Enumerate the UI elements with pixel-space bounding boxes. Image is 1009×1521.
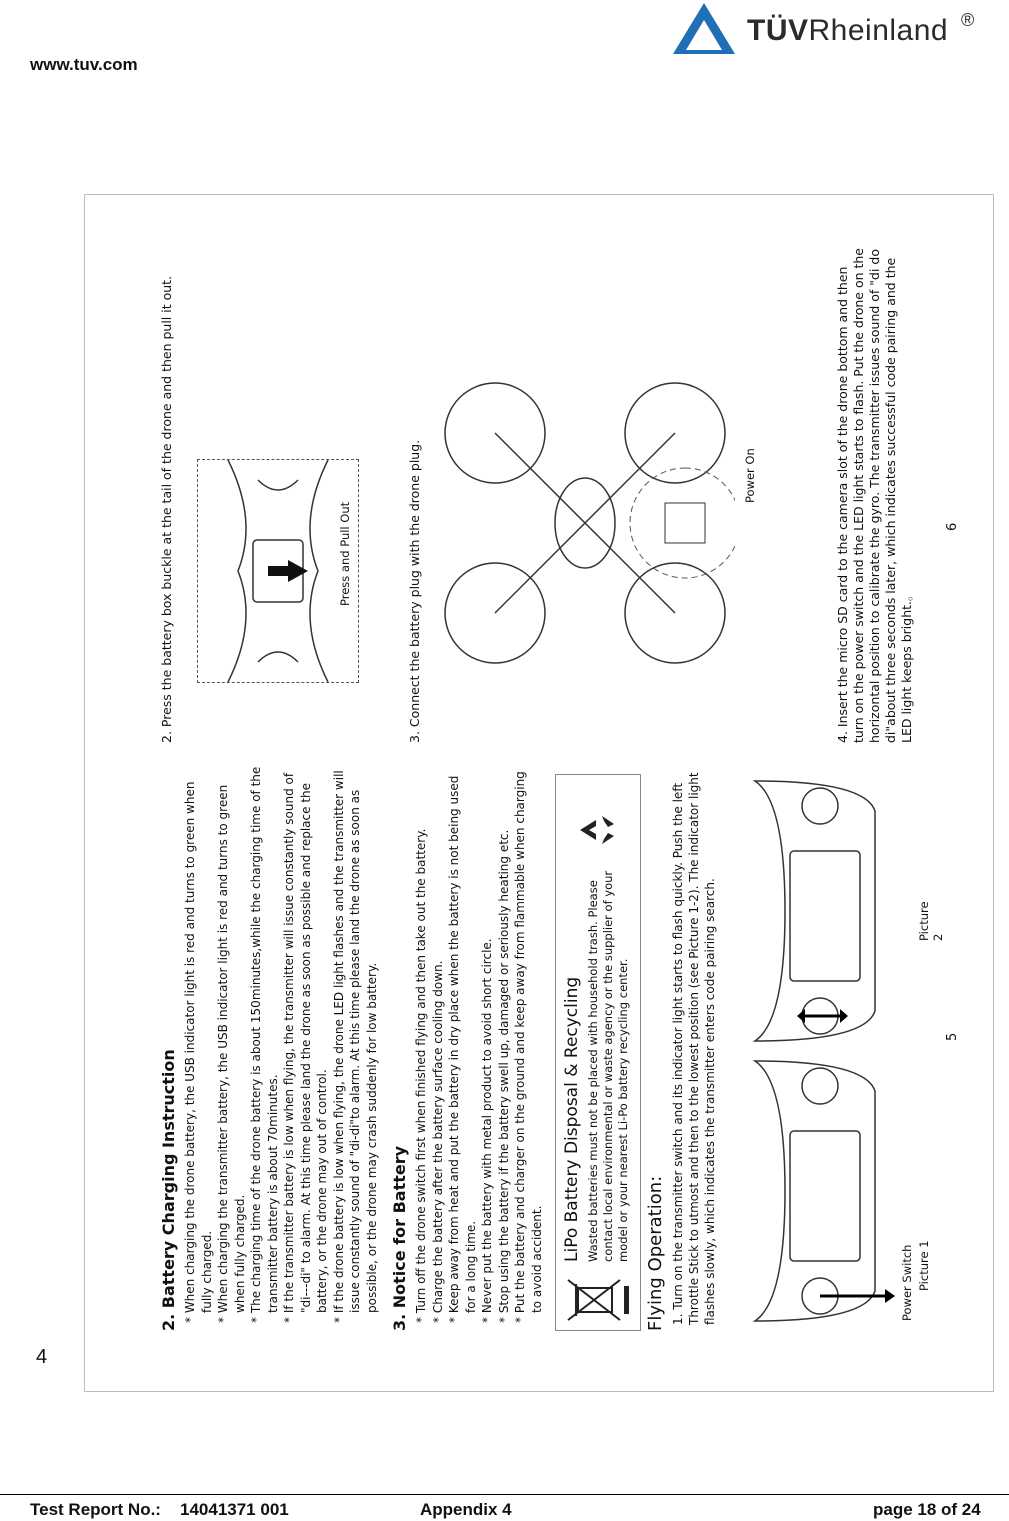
- lipo-disposal-box: [555, 774, 641, 1331]
- lipo-text: Wasted batteries must not be placed with household trash. Please contact local environmental or waste agency or the supplier of your model or your nearest Li-Po battery recycling center.: [586, 870, 630, 1262]
- tuv-logo: [665, 0, 995, 60]
- battery-box-figure: [197, 459, 359, 683]
- manual-scan-frame: [84, 194, 994, 1392]
- notice-item-6: * Put the battery and charger on the ground and keep away from flammable when charging to avoid accident.: [513, 771, 544, 1323]
- notice-item-2: * Charge the battery after the battery surface cooling down.: [430, 960, 445, 1323]
- charging-item-1: * When charging the drone battery, the USB indicator light is red and turns to green when fully charged.: [183, 781, 214, 1323]
- logo-text: Rheinland: [808, 14, 949, 47]
- battery-charging-title: 2. Battery Charging Instruction: [159, 1049, 178, 1331]
- step4-text: 4. Insert the micro SD card to the camera slot of the drone bottom and then turn on the power switch and the LED light starts to flash. Put the drone on the horizontal position to calibrate the gyro. The transmitter issues sound of "di do di"about three seconds later, which indicates successful code pairing and the LED light keeps bright.。: [835, 247, 914, 743]
- footer-divider: [0, 1494, 1009, 1495]
- notice-item-1: * Turn off the drone switch first when finished flying and then take out the battery.: [414, 828, 428, 1323]
- left-column-text: [85, 766, 994, 1331]
- rotated-manual-spread: [85, 195, 994, 1392]
- picture2-caption: Picture 2: [917, 901, 945, 941]
- notice-item-5: * Stop using the battery if the battery swell up, damaged or seriously heating etc.: [496, 829, 511, 1323]
- controller-illustrations: [745, 771, 895, 1331]
- appendix-label: Appendix 4: [420, 1500, 512, 1519]
- header-url[interactable]: www.tuv.com: [30, 55, 138, 74]
- recycle-icon: [576, 810, 616, 850]
- flying-text: 1. Turn on the transmitter switch and its indicator light starts to flash quickly. Push the left Throttle Stick to utmost and then to the lowest position (see Picture 1-2). The indicator light flashes slowly, which indicates the transmitter enters code pairing search.: [671, 772, 717, 1325]
- picture1-caption: Picture 1: [917, 1240, 931, 1291]
- charging-item-2: * When charging the transmitter battery, the USB indicator light is red and turns to green when fully charged.: [216, 784, 247, 1323]
- drone-tail-illustration: [198, 460, 358, 682]
- right-column: [85, 223, 994, 743]
- tuv-triangle-icon: [669, 0, 739, 56]
- step2-text: 2. Press the battery box buckle at the tail of the drone and then pull it out.: [159, 275, 174, 743]
- notice-battery-title: 3. Notice for Battery: [390, 1145, 409, 1331]
- press-pull-caption: Press and Pull Out: [338, 501, 352, 606]
- flying-title: Flying Operation:: [645, 1175, 666, 1331]
- report-label: Test Report No.:: [30, 1500, 161, 1519]
- charging-item-5: * If the drone battery is low when flying, the drone LED light flashes and the transmitter will issue constantly sound of "di-di"to alarm. At this time please land the drone as soon as possible, or the drone may crash suddenly for low battery.: [331, 770, 379, 1323]
- charging-item-4: * If the transmitter battery is low when flying, the transmitter will issue constantly sound of "di---di" to alarm. At this time please land the drone as soon as possible and replace the battery, or the drone may out of control.: [282, 772, 329, 1323]
- logo-bold-text: TÜV: [747, 14, 809, 47]
- notice-item-3: * Keep away from heat and put the battery in dry place when the battery is not being used for a long time.: [447, 775, 478, 1323]
- right-page-number: 6: [945, 522, 960, 531]
- side-page-number: 4: [36, 1346, 48, 1368]
- step3-text: 3. Connect the battery plug with the drone plug.: [407, 439, 422, 743]
- drone-figure: [435, 373, 757, 673]
- drone-illustration: [435, 373, 735, 673]
- power-switch-caption: Power Switch: [900, 1244, 914, 1321]
- page-indicator: page 18 of 24: [873, 1500, 981, 1519]
- charging-item-3: * The charging time of the drone battery is about 150minutes,while the charging time of the transmitter battery is about 70minutes.: [249, 766, 280, 1323]
- left-page-number: 5: [945, 1032, 960, 1041]
- controller-pictures: [745, 771, 895, 1331]
- notice-item-4: * Never put the battery with metal product to avoid short circle.: [480, 938, 494, 1323]
- power-on-caption: Power On: [743, 448, 757, 503]
- report-number: 14041371 001: [180, 1500, 289, 1519]
- logo-registered: ®: [961, 10, 975, 30]
- lipo-title: LiPo Battery Disposal & Recycling: [562, 976, 582, 1262]
- crossed-bin-icon: [564, 1276, 634, 1322]
